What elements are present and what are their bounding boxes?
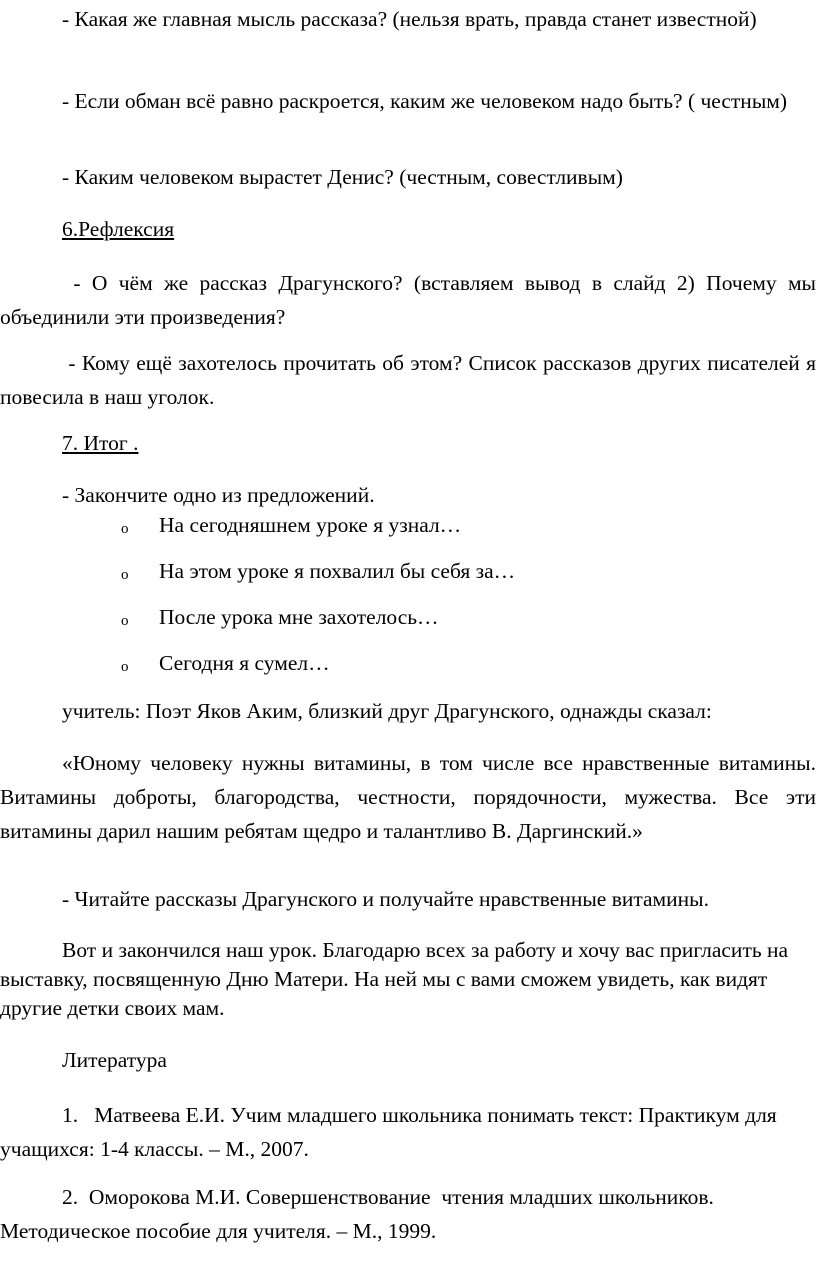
closing-paragraph: Вот и закончился наш урок. Благодарю всех за работу и хочу вас пригласить на выставку, посвященную Дню Матери. На ней мы с вами сможем увидеть, как видят другие детки своих мам.	[0, 938, 789, 1020]
reflection-item: - О чём же рассказ Драгунского? (вставляем вывод в слайд 2) Почему мы объединили эти произведения?	[0, 271, 816, 329]
list-item-text: Сегодня я сумел…	[159, 651, 330, 675]
bullet-marker: o	[121, 521, 129, 537]
reflection-item: - Кому ещё захотелось прочитать об этом? Список рассказов других писателей я повесила в наш уголок.	[0, 351, 816, 409]
literature-ref: 2. Оморокова М.И. Совершенствование чтения младших школьников. Методическое пособие для учителя. – М., 1999.	[0, 1185, 720, 1243]
question-deception: - Если обман всё равно раскроется, каким же человеком надо быть? ( честным)	[62, 89, 788, 113]
question-denis: - Каким человеком вырастет Денис? (честным, совестливым)	[62, 165, 623, 189]
section-reflection-heading-text: 6.Рефлексия	[62, 217, 175, 241]
list-item-text: После урока мне захотелось…	[159, 605, 439, 629]
list-item-text: На этом уроке я похвалил бы себя за…	[159, 559, 516, 583]
question-main-idea: - Какая же главная мысль рассказа? (нельзя врать, правда станет известной)	[62, 7, 757, 31]
bullet-marker: o	[121, 659, 129, 675]
teacher-line: учитель: Поэт Яков Аким, близкий друг Драгунского, однажды сказал:	[62, 699, 712, 723]
list-item	[0, 554, 816, 600]
akim-quote: «Юному человеку нужны витамины, в том числе все нравственные витамины. Витамины доброты, благородства, честности, порядочности, мужества. Все эти витамины дарил нашим ребятам щедро и талантливо В. Даргинский.»	[0, 751, 816, 843]
sentence-starters-list	[0, 508, 816, 692]
literature-ref: 1. Матвеева Е.И. Учим младшего школьника понимать текст: Практикум для учащихся: 1-4 классы. – М., 2007.	[0, 1103, 783, 1161]
section-summary-heading-text: 7. Итог .	[62, 431, 139, 455]
summary-instruction: - Закончите одно из предложений.	[62, 483, 375, 507]
reading-call: - Читайте рассказы Драгунского и получайте нравственные витамины.	[62, 887, 709, 911]
list-item	[0, 508, 816, 554]
section-summary-heading	[0, 426, 816, 460]
bullet-marker: o	[121, 613, 129, 629]
list-item	[0, 600, 816, 646]
literature-heading: Литература	[62, 1048, 167, 1072]
section-reflection-heading	[0, 212, 816, 246]
list-item-text: На сегодняшнем уроке я узнал…	[159, 513, 462, 537]
list-item	[0, 646, 816, 692]
bullet-marker: o	[121, 567, 129, 583]
